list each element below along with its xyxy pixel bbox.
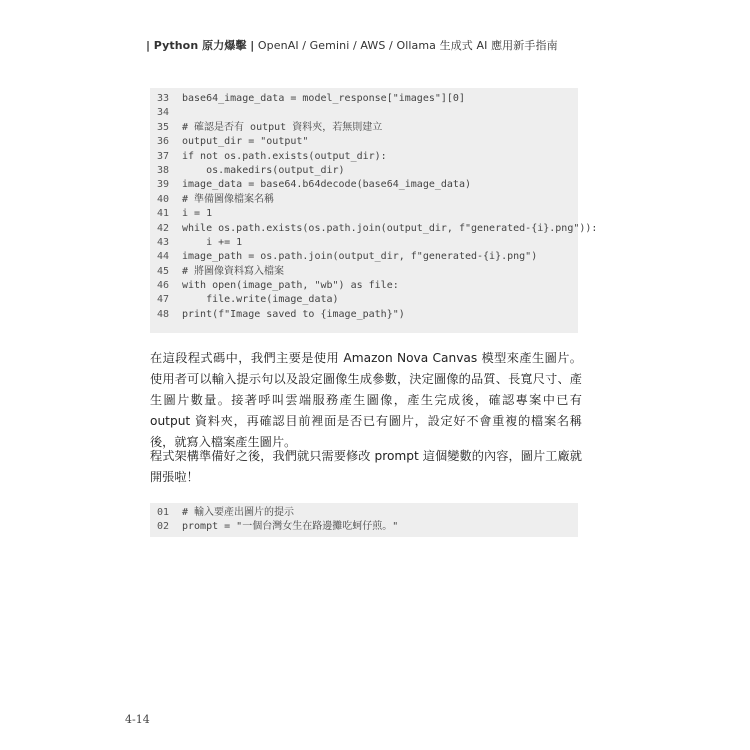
code-text: i = 1	[182, 208, 213, 220]
code-text: os.makedirs(output_dir)	[182, 164, 345, 176]
code-line	[150, 135, 578, 149]
code-line	[150, 279, 578, 293]
line-number: 37	[157, 150, 170, 162]
line-number: 40	[157, 193, 170, 205]
code-line	[150, 293, 578, 307]
line-number: 41	[157, 208, 170, 220]
code-line	[150, 106, 578, 120]
code-text: # 準備圖像檔案名稱	[182, 193, 275, 205]
code-line	[150, 236, 578, 250]
code-line	[150, 207, 578, 221]
line-number: 36	[157, 136, 170, 148]
line-number: 01	[157, 507, 170, 518]
code-text: with open(image_path, "wb") as file:	[182, 280, 399, 292]
book-subtitle: OpenAI / Gemini / AWS / Ollama 生成式 AI 應用新手指南	[257, 39, 558, 52]
code-text: image_data = base64.b64decode(base64_image_data)	[182, 179, 471, 191]
running-header	[146, 37, 558, 53]
line-number: 47	[157, 294, 170, 306]
line-number: 45	[157, 265, 170, 277]
code-line	[150, 92, 578, 106]
line-number: 33	[157, 93, 170, 104]
line-number: 38	[157, 164, 170, 176]
code-line	[150, 150, 578, 164]
code-text: prompt = "一個台灣女生在路邊攤吃蚵仔煎。"	[182, 521, 399, 533]
code-listing-prompt	[150, 503, 578, 537]
code-listing-main	[150, 88, 598, 333]
code-text: while os.path.exists(os.path.join(output_dir, f"generated-{i}.png")):	[182, 222, 598, 234]
code-line	[150, 193, 578, 207]
code-text: if not os.path.exists(output_dir):	[182, 150, 387, 162]
code-line	[150, 178, 578, 192]
code-line	[150, 222, 598, 236]
code-line	[150, 506, 578, 520]
code-text: output_dir = "output"	[182, 136, 309, 148]
code-line	[150, 520, 578, 534]
line-number: 34	[157, 107, 170, 119]
code-line	[150, 250, 578, 264]
code-text: print(f"Image saved to {image_path}")	[182, 308, 405, 320]
line-number: 46	[157, 280, 170, 292]
header-bar-mid: |	[250, 39, 255, 52]
page-number: 4-14	[125, 713, 150, 726]
line-number: 39	[157, 179, 170, 191]
code-text: # 將圖像資料寫入檔案	[182, 265, 285, 277]
code-text: base64_image_data = model_response["images"][0]	[182, 93, 465, 104]
code-text: file.write(image_data)	[182, 294, 339, 306]
line-number: 02	[157, 521, 170, 533]
code-line	[150, 308, 578, 322]
line-number: 48	[157, 308, 170, 320]
code-text: # 確認是否有 output 資料夾，若無則建立	[182, 121, 383, 133]
header-bar-left: |	[146, 39, 151, 52]
code-line	[150, 121, 578, 135]
code-text: image_path = os.path.join(output_dir, f"generated-{i}.png")	[182, 251, 538, 263]
line-number: 43	[157, 236, 170, 248]
code-text: i += 1	[182, 236, 243, 248]
code-line	[150, 164, 578, 178]
code-line	[150, 265, 578, 279]
book-title: Python 原力爆擊	[153, 39, 247, 52]
body-paragraph-1: 在這段程式碼中，我們主要是使用 Amazon Nova Canvas 模型來產生圖片。使用者可以輸入提示句以及設定圖像生成參數，決定圖像的品質、長寬尺寸、產生圖片數量。接著呼叫雲端服務產生圖像，產生完成後，確認專案中已有 output 資料夾，再確認目前裡面是否已有圖片，設定好不會重複的檔案名稱後，就寫入檔案產生圖片。	[150, 351, 582, 449]
code-text: # 輸入要產出圖片的提示	[182, 507, 295, 518]
body-paragraph-2: 程式架構準備好之後，我們就只需要修改 prompt 這個變數的內容，圖片工廠就開張啦！	[150, 449, 582, 484]
line-number: 35	[157, 121, 170, 133]
line-number: 44	[157, 251, 170, 263]
line-number: 42	[157, 222, 170, 234]
